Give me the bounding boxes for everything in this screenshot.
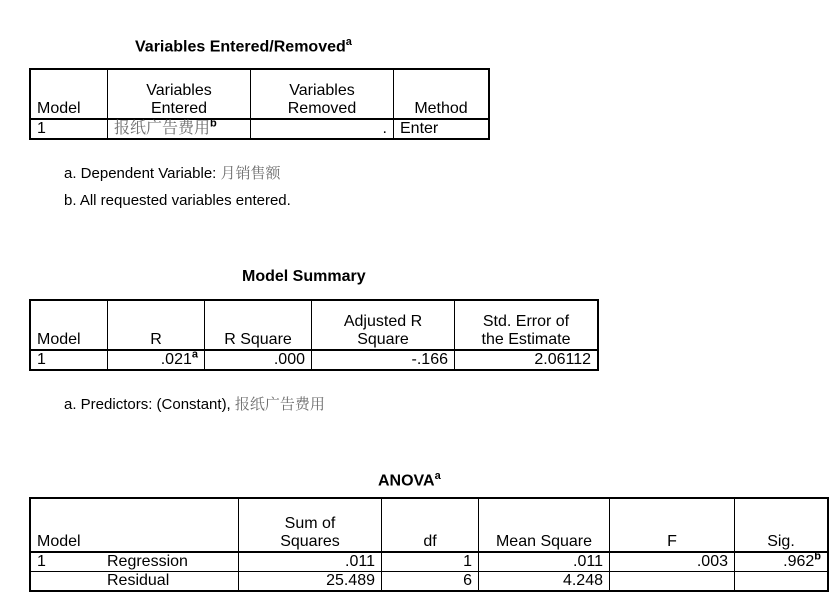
variables-entered-table [29,68,490,140]
cell-r-square: .000 [205,350,312,370]
cell-method: Enter [394,119,490,139]
vars-table-title: Variables Entered/Removed$^a$ [135,36,352,56]
vars-footnote-b: b. All requested variables entered. [64,192,291,209]
cell-sig: .962$^b$ [735,552,829,572]
model-summary-table [29,299,599,371]
header-method: Method [394,69,490,119]
header-f: F [610,498,735,552]
header-std-error: Std. Error of the Estimate [455,300,599,350]
cell-mean-square: 4.248 [479,572,610,592]
header-sum-of-squares: Sum of Squares [239,498,382,552]
cell-source: Regression [101,552,239,572]
cell-model: 1 [30,552,101,572]
table-row [30,572,828,592]
header-variables-removed: Variables Removed [251,69,394,119]
header-df: df [382,498,479,552]
summary-footnote-a: a. Predictors: (Constant), 报纸广告费用 [64,396,325,413]
cell-df: 6 [382,572,479,592]
cell-model: 1 [30,119,108,139]
vars-title-sup: a [345,36,352,48]
header-mean-square: Mean Square [479,498,610,552]
header-adjusted-r-square: Adjusted R Square [312,300,455,350]
cell-variables-entered: 报纸广告费用$^b$ [108,119,251,139]
cell-source: Residual [101,572,239,592]
cell-f [610,572,735,592]
anova-title-sup: a [434,470,441,482]
cell-variables-removed: . [251,119,394,139]
header-sig: Sig. [735,498,829,552]
header-variables-entered: Variables Entered [108,69,251,119]
cell-std-error: 2.06112 [455,350,599,370]
header-model: Model [30,69,108,119]
cell-sum-of-squares: 25.489 [239,572,382,592]
header-model: Model [30,300,108,350]
vars-footnote-a: a. Dependent Variable: 月销售额 [64,165,281,182]
table-row [30,552,828,572]
cell-df: 1 [382,552,479,572]
cell-mean-square: .011 [479,552,610,572]
header-r-square: R Square [205,300,312,350]
summary-table-title: Model Summary [242,268,366,285]
cell-adjusted-r-square: -.166 [312,350,455,370]
cell-model: 1 [30,350,108,370]
cell-model [30,572,101,592]
cell-f: .003 [610,552,735,572]
cell-sum-of-squares: .011 [239,552,382,572]
anova-table-title: ANOVA$^a$ [378,470,441,490]
header-r: R [108,300,205,350]
anova-table [29,497,829,592]
cell-sig [735,572,829,592]
cell-r: .021$^a$ [108,350,205,370]
header-model: Model [30,498,239,552]
